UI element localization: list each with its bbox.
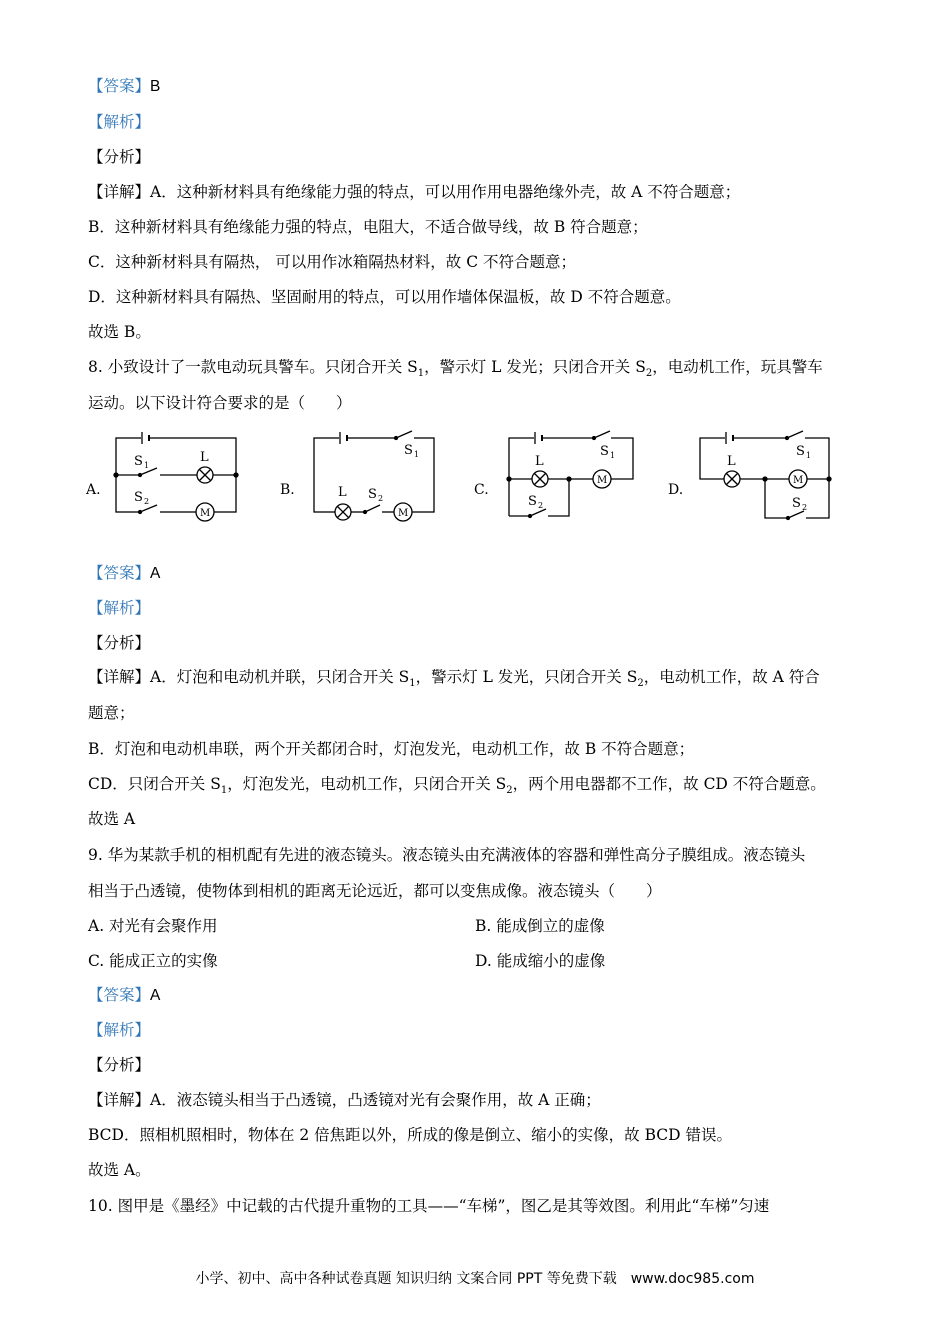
answer-line	[88, 75, 160, 98]
page-footer: 小学、初中、高中各种试卷真题 知识归纳 文案合同 PPT 等免费下载 www.doc985.com	[195, 1271, 755, 1287]
circuit-diagrams	[0, 428, 950, 528]
label-l: L	[727, 454, 736, 469]
analysis-tag: 【解析】	[88, 113, 151, 131]
subscript: 1	[417, 368, 425, 380]
circuit-d	[668, 431, 831, 520]
option-label: B.	[280, 482, 295, 498]
question-stem: 相当于凸透镜，使物体到相机的距离无论远近，都可以变焦成像。液态镜头（ ）	[88, 882, 662, 900]
circuit-b	[280, 431, 434, 521]
label-s: S	[404, 443, 413, 458]
label-sub: 1	[414, 450, 420, 459]
subscript: 2	[637, 678, 644, 690]
detail-text: A．灯泡和电动机并联，只闭合开关 S	[150, 668, 410, 686]
conclusion: 故选 A	[88, 810, 136, 828]
label-s: S	[368, 487, 377, 502]
circuit-a	[85, 432, 238, 521]
detail-line	[88, 1089, 601, 1111]
detail-text: ，两个用电器都不工作，故 CD 不符合题意。	[512, 775, 826, 793]
label-sub: 1	[806, 451, 812, 460]
label-s: S	[600, 444, 609, 459]
label-sub: 1	[144, 461, 150, 470]
answer-value: A	[150, 565, 161, 582]
detail-text: A．这种新材料具有绝缘能力强的特点，可以用作用电器绝缘外壳，故 A 不符合题意；	[150, 183, 741, 201]
label-m: M	[398, 508, 409, 519]
label-m: M	[793, 475, 804, 486]
label-s: S	[796, 444, 805, 459]
answer-tag: 【答案】	[88, 564, 151, 582]
detail-line	[88, 773, 826, 802]
option-label: A.	[86, 482, 101, 498]
label-sub: 1	[610, 451, 616, 460]
detail-text: CD．只闭合开关 S	[88, 775, 221, 793]
answer-tag: 【答案】	[88, 77, 151, 95]
option-label: C.	[474, 482, 489, 498]
label-s: S	[528, 494, 537, 509]
detail-line: 题意；	[88, 704, 135, 722]
question-stem: 9. 华为某款手机的相机配有先进的液态镜头。液态镜头由充满液体的容器和弹性高分子膜组成。液态镜头	[88, 846, 806, 864]
stem-text: 8. 小致设计了一款电动玩具警车。只闭合开关 S	[88, 358, 418, 376]
label-s: S	[134, 490, 143, 505]
label-s: S	[792, 496, 801, 511]
detail-text: ，电动机工作，故 A 符合	[643, 668, 820, 686]
subscript: 1	[409, 678, 416, 690]
detail-line: D．这种新材料具有隔热、坚固耐用的特点，可以用作墙体保温板，故 D 不符合题意。	[88, 288, 681, 306]
answer-line	[88, 562, 160, 585]
detail-tag: 【详解】	[88, 668, 151, 686]
fenxi-label: 【分析】	[88, 1056, 151, 1074]
analysis-tag: 【解析】	[88, 1021, 151, 1039]
detail-line: B．灯泡和电动机串联，两个开关都闭合时，灯泡发光，电动机工作，故 B 不符合题意；	[88, 740, 695, 758]
conclusion: 故选 A。	[88, 1161, 151, 1179]
label-sub: 2	[538, 501, 544, 510]
detail-tag: 【详解】	[88, 1091, 151, 1109]
question-stem	[88, 356, 823, 385]
label-l: L	[535, 454, 544, 469]
detail-text: A．液态镜头相当于凸透镜，凸透镜对光有会聚作用，故 A 正确；	[150, 1091, 601, 1109]
detail-text: ，灯泡发光，电动机工作，只闭合开关 S	[227, 775, 507, 793]
fenxi-label: 【分析】	[88, 634, 151, 652]
label-m: M	[597, 475, 608, 486]
subscript: 1	[220, 785, 228, 797]
option-b: B. 能成倒立的虚像	[475, 917, 605, 935]
option-c: C. 能成正立的实像	[88, 952, 218, 970]
detail-tag: 【详解】	[88, 183, 151, 201]
subscript: 2	[645, 368, 653, 380]
circuit-c	[474, 431, 633, 518]
stem-text: ，警示灯 L 发光；只闭合开关 S	[424, 358, 646, 376]
question-stem: 运动。以下设计符合要求的是（ ）	[88, 394, 352, 412]
option-a: A. 对光有会聚作用	[88, 917, 218, 935]
label-sub: 2	[144, 497, 150, 506]
answer-value: B	[150, 78, 161, 95]
label-sub: 2	[802, 503, 808, 512]
analysis-tag: 【解析】	[88, 599, 151, 617]
label-m: M	[200, 508, 211, 519]
label-l: L	[338, 485, 347, 500]
stem-text: ，电动机工作，玩具警车	[652, 358, 823, 376]
option-d: D. 能成缩小的虚像	[475, 952, 606, 970]
detail-line	[88, 181, 740, 203]
conclusion: 故选 B。	[88, 323, 151, 341]
subscript: 2	[506, 785, 513, 797]
detail-line	[88, 666, 820, 695]
answer-value: A	[150, 987, 161, 1004]
detail-line: C．这种新材料具有隔热， 可以用作冰箱隔热材料，故 C 不符合题意；	[88, 253, 577, 271]
label-l: L	[200, 450, 209, 465]
fenxi-label: 【分析】	[88, 148, 151, 166]
label-sub: 2	[378, 494, 384, 503]
answer-tag: 【答案】	[88, 986, 151, 1004]
detail-line: B．这种新材料具有绝缘能力强的特点，电阻大，不适合做导线，故 B 符合题意；	[88, 218, 648, 236]
question-stem: 10. 图甲是《墨经》中记载的古代提升重物的工具——“车梯”，图乙是其等效图。利用此“车梯”匀速	[88, 1197, 770, 1215]
label-s: S	[134, 454, 143, 469]
option-label: D.	[668, 482, 684, 498]
detail-text: ，警示灯 L 发光，只闭合开关 S	[415, 668, 638, 686]
answer-line	[88, 984, 160, 1007]
detail-line: BCD．照相机照相时，物体在 2 倍焦距以外，所成的像是倒立、缩小的实像，故 BCD 错误。	[88, 1126, 733, 1144]
